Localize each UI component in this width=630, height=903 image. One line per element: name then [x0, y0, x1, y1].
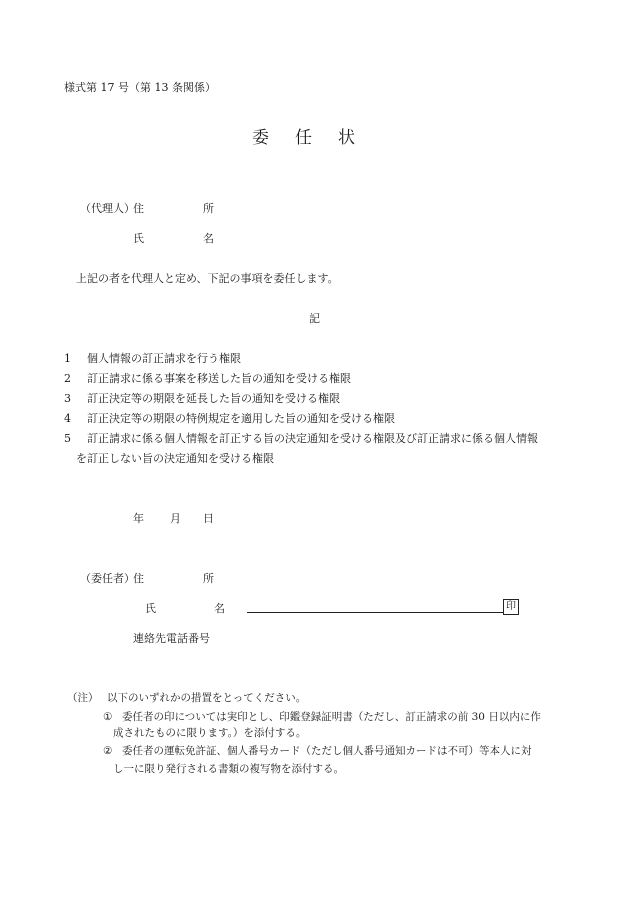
note-text-2-line-2: し一に限り発行される書類の複写物を添付する。	[113, 763, 344, 775]
date-month: 月	[170, 512, 181, 525]
principal-address-label-1: 住	[133, 572, 144, 585]
item-number-1: 1	[64, 352, 71, 365]
agent-address-label-2: 所	[203, 202, 214, 215]
item-number-5: 5	[64, 432, 71, 445]
note-mark-1: ①	[103, 711, 113, 723]
date-year: 年	[133, 512, 144, 525]
item-text-1: 個人情報の訂正請求を行う権限	[87, 352, 241, 365]
item-number-2: 2	[64, 372, 71, 385]
note-text-2-line-1: 委任者の運転免許証、個人番号カード（ただし個人番号通知カードは不可）等本人に対	[122, 745, 532, 757]
item-text-2: 訂正請求に係る事案を移送した旨の通知を受ける権限	[87, 372, 351, 385]
item-text-5-continuation: を訂正しない旨の決定通知を受ける権限	[76, 452, 274, 465]
principal-name-label-2: 名	[214, 602, 225, 615]
agent-name-label-2: 名	[203, 232, 214, 245]
item-text-4: 訂正決定等の期限の特例規定を適用した旨の通知を受ける権限	[87, 412, 395, 425]
agent-role-label: （代理人）	[80, 202, 135, 215]
form-number: 様式第 17 号（第 13 条関係）	[64, 81, 216, 94]
ki-heading: 記	[309, 312, 320, 325]
principal-name-label-1: 氏	[145, 602, 156, 615]
note-text-1-line-1: 委任者の印については実印とし、印鑑登録証明書（ただし、訂正請求の前 30 日以内に作	[122, 711, 541, 723]
date-day: 日	[203, 512, 214, 525]
delegation-statement: 上記の者を代理人と定め、下記の事項を委任します。	[76, 272, 339, 285]
signature-line[interactable]	[247, 612, 503, 613]
document-title: 委任状	[252, 128, 381, 148]
principal-address-label-2: 所	[203, 572, 214, 585]
agent-name-label-1: 氏	[133, 232, 144, 245]
item-text-3: 訂正決定等の期限を延長した旨の通知を受ける権限	[87, 392, 340, 405]
notes-intro: 以下のいずれかの措置をとってください。	[107, 692, 307, 704]
notes-label: （注）	[67, 692, 99, 704]
item-number-3: 3	[64, 392, 71, 405]
note-text-1-line-2: 成されたものに限ります。）を添付する。	[113, 727, 307, 739]
item-text-5: 訂正請求に係る個人情報を訂正する旨の決定通知を受ける権限及び訂正請求に係る個人情報	[87, 432, 538, 445]
seal-mark: 印	[503, 599, 519, 615]
agent-address-label-1: 住	[133, 202, 144, 215]
phone-label: 連絡先電話番号	[133, 632, 210, 645]
item-number-4: 4	[64, 412, 71, 425]
principal-role-label: （委任者）	[80, 572, 135, 585]
note-mark-2: ②	[103, 745, 113, 757]
